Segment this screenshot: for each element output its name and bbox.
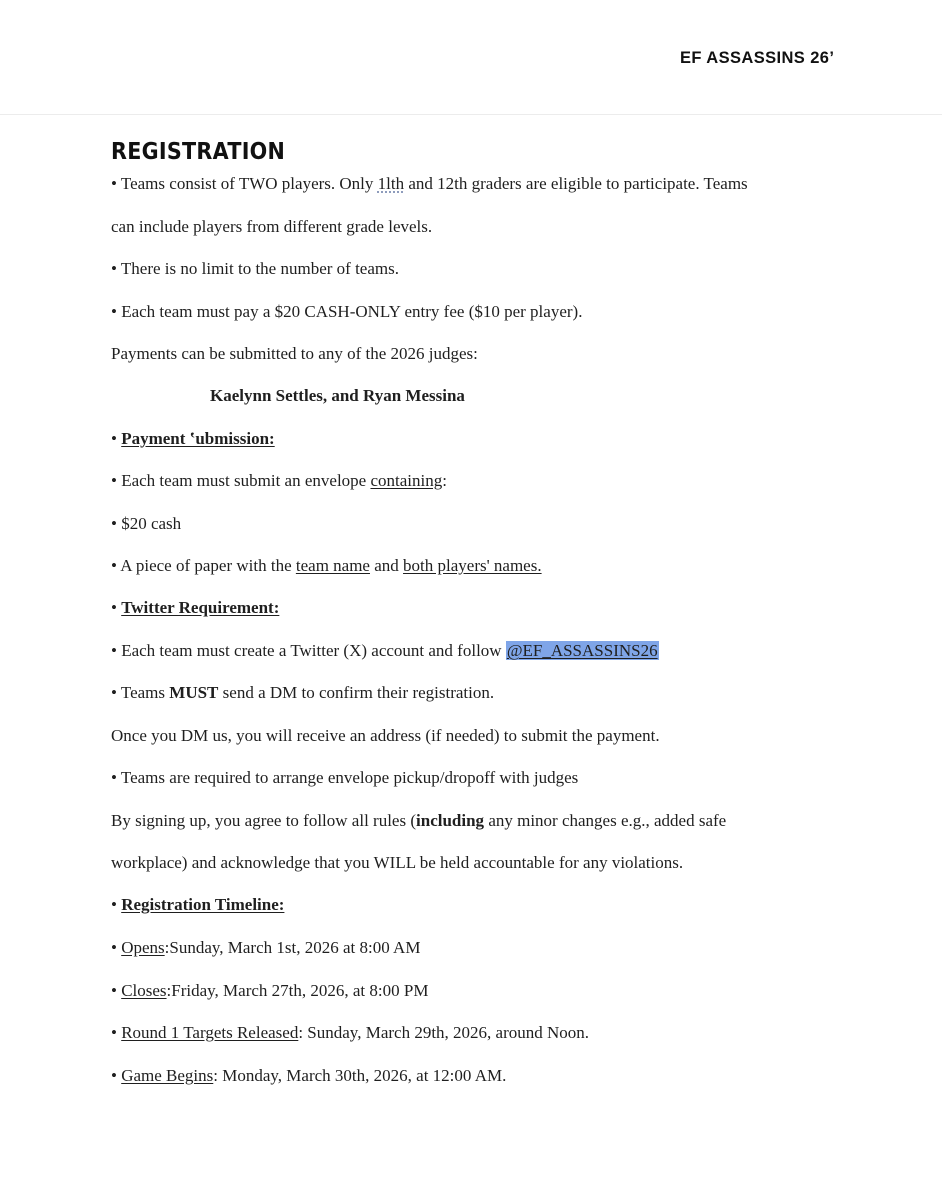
rule-team-size-cont: can include players from different grade levels. (111, 217, 433, 236)
agreement-text: By signing up, you agree to follow all rules (including any minor changes e.g., added safe (111, 811, 727, 830)
timeline-opens: • Opens:Sunday, March 1st, 2026 at 8:00 AM (111, 938, 421, 957)
judges-names: Kaelynn Settles, and Ryan Messina (210, 386, 465, 405)
envelope-rule: • Each team must submit an envelope containing: (111, 471, 447, 490)
agreement-text-cont: workplace) and acknowledge that you WILL be held accountable for any violations. (111, 853, 684, 872)
twitter-requirement-heading: • Twitter Requirement: (111, 598, 280, 617)
timeline-heading: • Registration Timeline: (111, 895, 285, 914)
timeline-round1: • Round 1 Targets Released: Sunday, March 29th, 2026, around Noon. (111, 1023, 590, 1042)
page-header (0, 0, 942, 115)
timeline-closes: • Closes:Friday, March 27th, 2026, at 8:00 PM (111, 981, 429, 1000)
rule-team-size: • Teams consist of TWO players. Only 1lth and 12th graders are eligible to participate. Teams (111, 174, 748, 193)
spelling-flag: 1lth (377, 174, 405, 193)
dm-confirm-rule: • Teams MUST send a DM to confirm their registration. (111, 683, 495, 702)
rule-team-limit: • There is no limit to the number of teams. (111, 259, 399, 278)
dm-address-note: Once you DM us, you will receive an address (if needed) to submit the payment. (111, 726, 660, 745)
twitter-follow-rule: • Each team must create a Twitter (X) account and follow @EF_ASSASSINS26 (111, 641, 658, 660)
payment-judges-intro: Payments can be submitted to any of the 2026 judges: (111, 344, 478, 363)
payment-submission-heading: • Payment ʽubmission: (111, 429, 275, 448)
twitter-handle-highlight[interactable]: @EF_ASSASSINS26 (506, 641, 658, 660)
envelope-pickup-rule: • Teams are required to arrange envelope pickup/dropoff with judges (111, 768, 579, 787)
envelope-paper: • A piece of paper with the team name and both players' names. (111, 556, 542, 575)
rule-entry-fee: • Each team must pay a $20 CASH-ONLY entry fee ($10 per player). (111, 302, 583, 321)
envelope-cash: • $20 cash (111, 514, 182, 533)
timeline-game-begins: • Game Begins: Monday, March 30th, 2026, at 12:00 AM. (111, 1066, 507, 1085)
section-heading: REGISTRATION (111, 139, 286, 165)
header-title: EF ASSASSINS 26’ (680, 49, 835, 67)
